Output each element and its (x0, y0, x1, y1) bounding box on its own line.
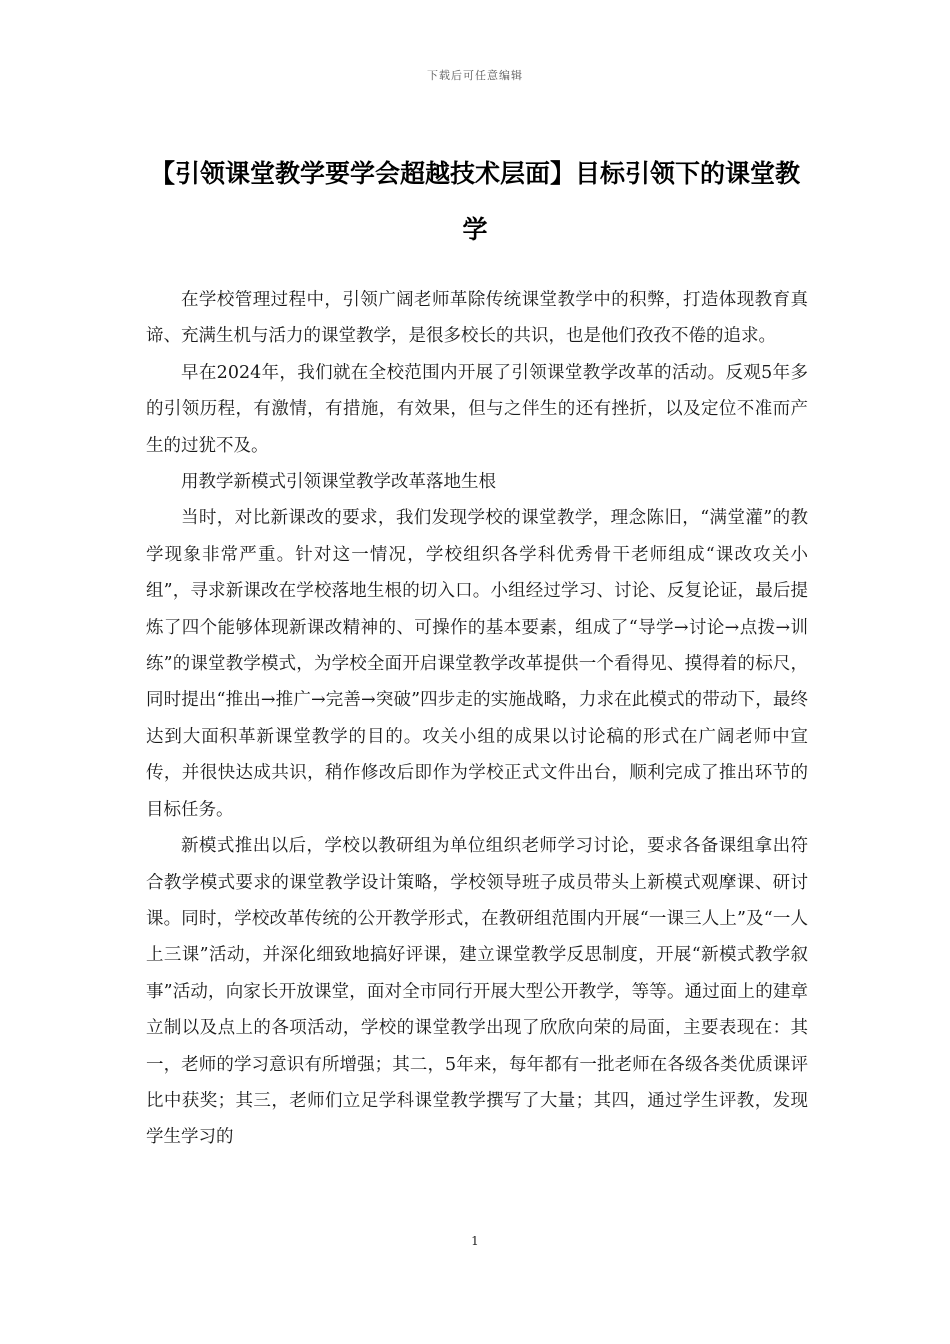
header-note: 下载后可任意编辑 (427, 69, 523, 82)
paragraph-2: 早在2024年，我们就在全校范围内开展了引领课堂教学改革的活动。反观5年多的引领历程，有激情，有措施，有效果，但与之伴生的还有挫折，以及定位不准而产生的过犹不及。 (146, 362, 808, 456)
paragraph-4: 新模式推出以后，学校以教研组为单位组织老师学习讨论，要求各备课组拿出符合教学模式要求的课堂教学设计策略，学校领导班子成员带头上新模式观摩课、研讨课。同时，学校改革传统的公开教学形式，在教研组范围内开展“一课三人上”及“一人上三课”活动，并深化细致地搞好评课，建立课堂教学反思制度，开展“新模式教学叙事”活动，向家长开放课堂，面对全市同行开展大型公开教学，等等。通过面上的建章立制以及点上的各项活动，学校的课堂教学出现了欣欣向荣的局面，主要表现在：其一，老师的学习意识有所增强；其二，5年来，每年都有一批老师在各级各类优质课评比中获奖；其三，老师们立足学科课堂教学撰写了大量；其四，通过学生评教，发现学生学习的 (146, 836, 808, 1148)
page-number: 1 (471, 1234, 479, 1248)
paragraph-1: 在学校管理过程中，引领广阔老师革除传统课堂教学中的积弊，打造体现教育真谛、充满生机与活力的课堂教学，是很多校长的共识，也是他们孜孜不倦的追求。 (146, 290, 808, 347)
section-heading: 用教学新模式引领课堂教学改革落地生根 (181, 472, 496, 493)
document-body (146, 282, 808, 1156)
paragraph-3: 当时，对比新课改的要求，我们发现学校的课堂教学，理念陈旧，“满堂灌”的教学现象非常严重。针对这一情况，学校组织各学科优秀骨干老师组成“课改攻关小组”，寻求新课改在学校落地生根的切入口。小组经过学习、讨论、反复论证，最后提炼了四个能够体现新课改精神的、可操作的基本要素，组成了“导学→讨论→点拨→训练”的课堂教学模式，为学校全面开启课堂教学改革提供一个看得见、摸得着的标尺，同时提出“推出→推广→完善→突破”四步走的实施战略，力求在此模式的带动下，最终达到大面积革新课堂教学的目的。攻关小组的成果以讨论稿的形式在广阔老师中宣传，并很快达成共识，稍作修改后即作为学校正式文件出台，顺利完成了推出环节的目标任务。 (146, 508, 808, 820)
document-title: 【引领课堂教学要学会超越技术层面】目标引领下的课堂教学 (150, 159, 801, 244)
